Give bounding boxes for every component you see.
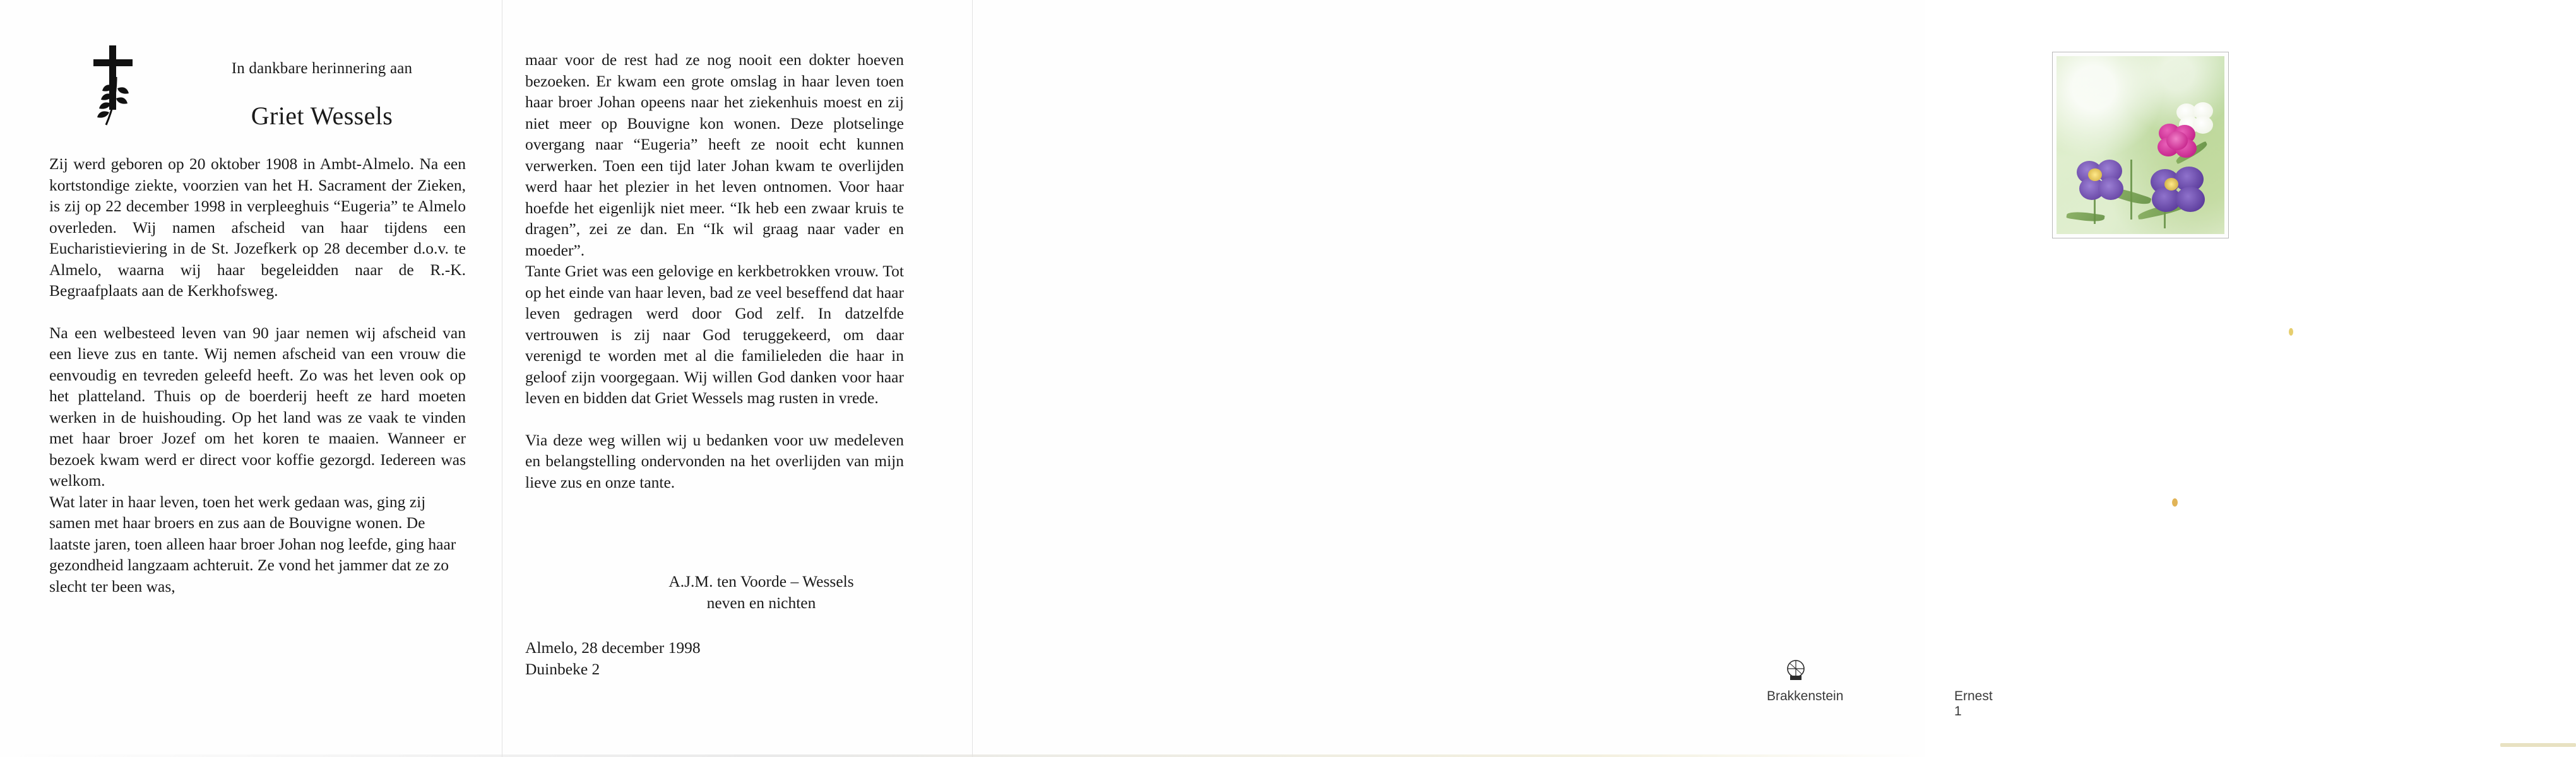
middle-panel bbox=[502, 0, 972, 757]
purple-flower-left bbox=[2077, 160, 2126, 201]
scan-bottom-edge bbox=[0, 754, 1925, 757]
signature-line-1: A.J.M. ten Voorde – Wessels bbox=[668, 572, 854, 590]
memorial-header-line: In dankbare herinnering aan bbox=[231, 60, 413, 77]
scan-speckle bbox=[2172, 498, 2178, 507]
deceased-name: Griet Wessels bbox=[251, 102, 393, 130]
middle-paragraph-3: Via deze weg willen wij u bedanken voor uw medeleven en belangstelling ondervonden na het overlijden van mijn lieve zus en onze tante. bbox=[525, 430, 904, 491]
cross-with-wheat-icon bbox=[88, 44, 145, 136]
photo-frame bbox=[2052, 52, 2229, 238]
scan-speckle bbox=[2289, 328, 2293, 336]
right-panel bbox=[973, 0, 1993, 757]
left-paragraph-1: Zij werd geboren op 20 oktober 1908 in Ambt-Almelo. Na een kortstondige ziekte, voorzien van het H. Sacrament der Zieken, is zij op 22 december 1998 in verpleeghuis “Eugeria” te Almelo overleden. Wij namen afscheid van haar tijdens een Eucharistieviering in de St. Jozefkerk op 28 december d.o.v. te Almelo, waarna wij haar begeleidden naar de R.-K. Begraafplaats aan de Kerkhofsweg. bbox=[49, 155, 466, 300]
middle-paragraph-2: Tante Griet was een gelovige en kerkbetrokken vrouw. Tot op het einde van haar leven, bad ze veel beseffend dat haar leven gedragen werd door God zelf. In datzelfde vertrouwen is zij naar God teruggekeerd, om daar verenigd te worden met al die familieleden die haar in geloof zijn voorgegaan. Wij willen God danken voor haar leven en bidden dat Griet Wessels mag rusten in vrede. bbox=[525, 262, 904, 407]
left-paragraph-2: Na een welbesteed leven van 90 jaar nemen wij afscheid van een lieve zus en tante. Wij nemen afscheid van een vrouw die eenvoudig en tevreden geleefd heeft. Zo was het leven ook op het platteland. Thuis op de boerderij heeft ze hard moeten werken in de huishouding. Op het land was ze vaak te vinden met haar broer Jozef om het koren te maaien. Wanneer er bezoek kwam werd er direct voor koffie gezorgd. Iedereen was welkom. bbox=[49, 323, 466, 490]
printer-logo-icon bbox=[1783, 658, 1808, 683]
middle-body-text bbox=[525, 49, 904, 493]
flower-photograph bbox=[2057, 56, 2224, 234]
purple-flower-right bbox=[2151, 167, 2206, 213]
signature-line-2: neven en nichten bbox=[706, 593, 816, 612]
magenta-flower bbox=[2158, 124, 2197, 158]
signature-block bbox=[597, 571, 925, 613]
left-panel bbox=[0, 0, 502, 757]
catalog-code-label: Ernest 1 bbox=[1954, 689, 1993, 719]
middle-paragraph-1: maar voor de rest had ze nog nooit een dokter hoeven bezoeken. Er kwam een grote omslag in haar leven toen haar broer Johan opeens naar het ziekenhuis moest en zij niet meer op Bouvigne kon wonen. Deze plotselinge overgang naar “Eugeria” heeft ze nooit echt kunnen verwerken. Toen een tijd later Johan kwam te overlijden werd haar het plezier in het leven ontnomen. Voor haar hoefde het eigenlijk niet meer. “Ik heb een zwaar kruis te dragen”, zei ze dan. En “Ik wil graag naar vader en moeder”. bbox=[525, 50, 904, 259]
place-date-line: Almelo, 28 december 1998 bbox=[525, 638, 701, 657]
stem bbox=[2130, 160, 2132, 220]
place-and-date-block bbox=[525, 637, 904, 679]
address-line: Duinbeke 2 bbox=[525, 659, 600, 678]
left-body-text bbox=[49, 153, 466, 597]
printer-brand-label: Brakkenstein bbox=[1767, 689, 1844, 703]
scan-edge-mark bbox=[2500, 743, 2576, 747]
left-paragraph-3: Wat later in haar leven, toen het werk gedaan was, ging zij samen met haar broers en zus aan de Bouvigne wonen. De laatste jaren, toen alleen haar broer Johan nog leefde, ging haar gezondheid langzaam achteruit. Ze vond het jammer dat ze zo slecht ter been was, bbox=[49, 492, 456, 596]
